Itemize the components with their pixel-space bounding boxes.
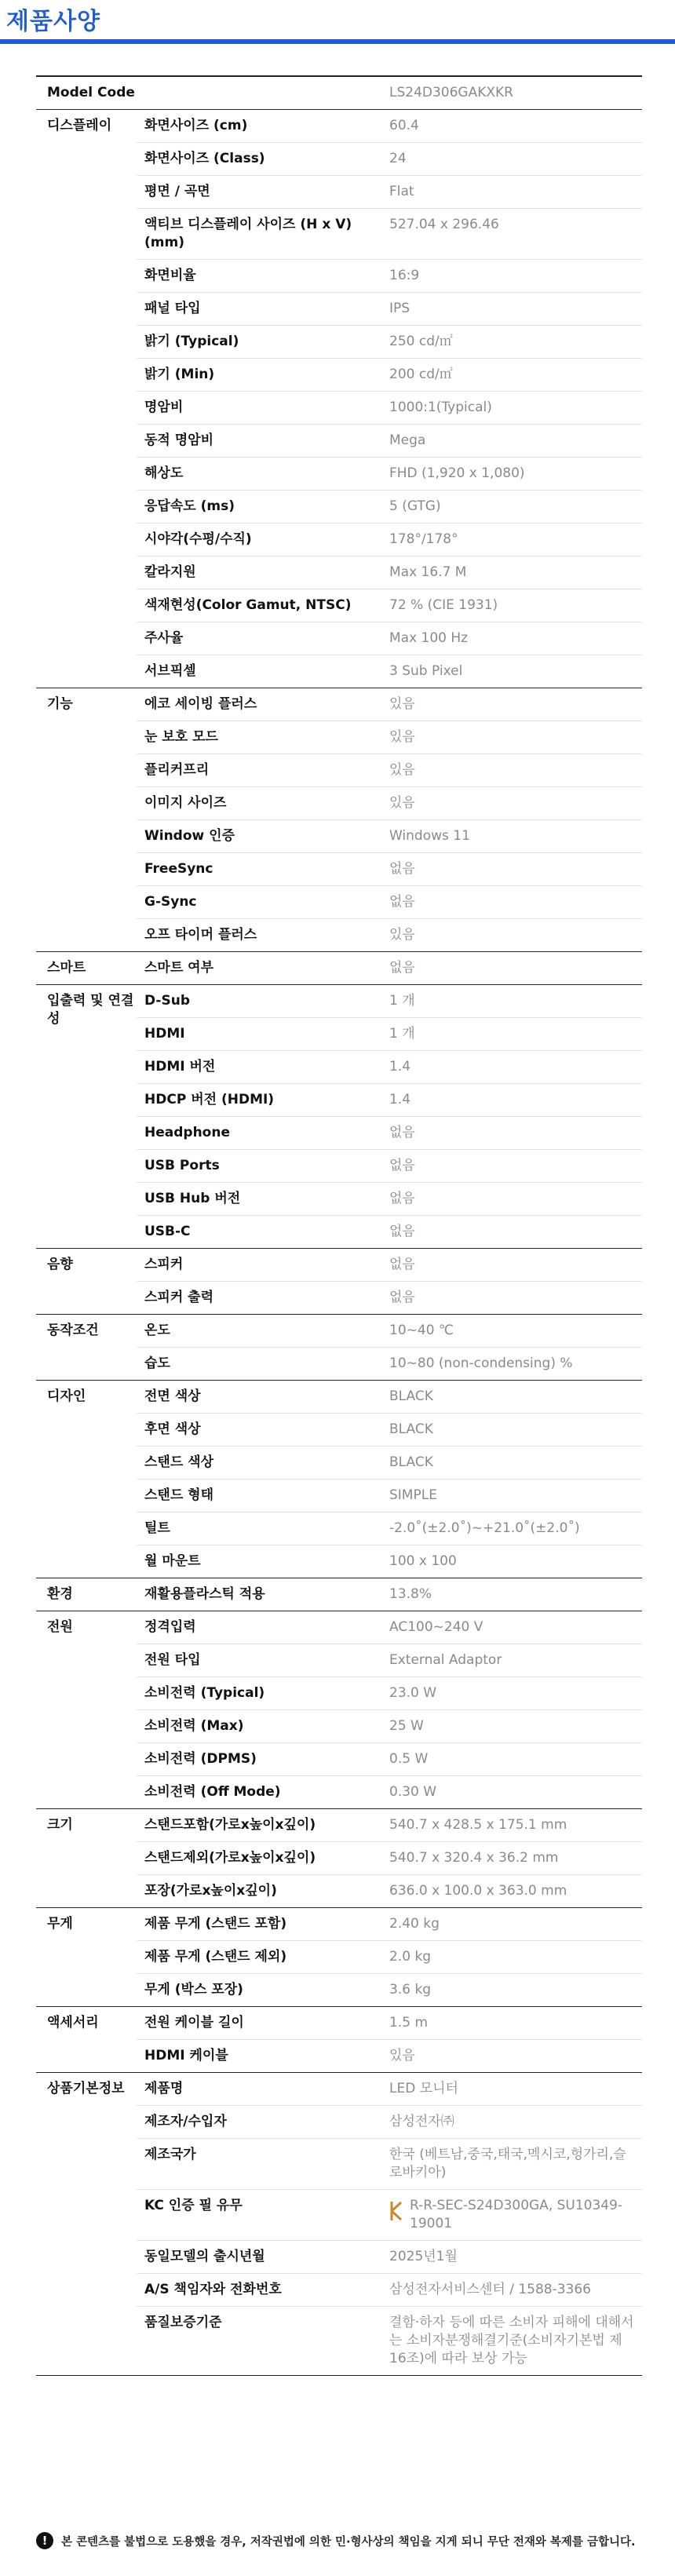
spec-row (137, 1413, 642, 1446)
spec-row (137, 952, 642, 984)
spec-row (137, 1182, 642, 1215)
spec-row-label: FreeSync (144, 861, 213, 877)
spec-group (36, 1809, 642, 1908)
spec-row-value: 1.4 (389, 1059, 411, 1075)
spec-row (137, 1347, 642, 1380)
spec-row (137, 655, 642, 688)
spec-row-value: 178°/178° (389, 531, 458, 547)
spec-row-value: 없음 (389, 1158, 415, 1173)
spec-group-label: 상품기본정보 (47, 2081, 125, 2096)
spec-row (137, 110, 642, 142)
spec-row-value: 636.0 x 100.0 x 363.0 mm (389, 1883, 567, 1899)
spec-group (36, 2007, 642, 2073)
spec-row-label: 밝기 (Min) (144, 367, 215, 382)
spec-group-rows (137, 1578, 642, 1611)
spec-row-label: 플리커프리 (144, 762, 210, 778)
spec-row-value: LED 모니터 (389, 2081, 458, 2096)
spec-group-label: 스마트 (47, 960, 86, 976)
spec-row (137, 2273, 642, 2306)
spec-row-label: 오프 타이머 플러스 (144, 927, 257, 943)
spec-row-value: 있음 (389, 795, 415, 811)
spec-row-value: 1000:1(Typical) (389, 400, 492, 415)
spec-group-label: 액세서리 (47, 2015, 99, 2031)
spec-row-value: 3.6 kg (389, 1982, 432, 1998)
spec-row (137, 2039, 642, 2072)
spec-group (36, 1315, 642, 1381)
spec-row (137, 1050, 642, 1083)
spec-group-rows (137, 1249, 642, 1314)
spec-group (36, 688, 642, 952)
spec-row-value: AC100~240 V (389, 1619, 483, 1635)
spec-row-label: 스피커 출력 (144, 1290, 214, 1305)
spec-group-label: 크기 (47, 1817, 73, 1833)
spec-row-label: 명암비 (144, 400, 184, 415)
spec-row-label: 평면 / 곡면 (144, 184, 210, 199)
spec-row (137, 424, 642, 457)
spec-group-label: 무게 (47, 1916, 73, 1932)
spec-row-value: SIMPLE (389, 1487, 437, 1503)
spec-row-value: 있음 (389, 927, 415, 943)
spec-group (36, 952, 642, 985)
exclamation-icon: ! (36, 2532, 53, 2549)
spec-row (137, 523, 642, 556)
spec-row-value: 있음 (389, 762, 415, 778)
spec-group-label: 음향 (47, 1257, 73, 1272)
spec-row-label: 눈 보호 모드 (144, 729, 218, 745)
spec-row (137, 1083, 642, 1116)
spec-row-value: 없음 (389, 1257, 415, 1272)
spec-group-rows (137, 1381, 642, 1578)
spec-row-label: 색재현성(Color Gamut, NTSC) (144, 597, 352, 613)
spec-row-value: 없음 (389, 960, 415, 976)
spec-row (137, 1149, 642, 1182)
spec-row-value: 있음 (389, 2048, 415, 2063)
spec-row-value: 없음 (389, 894, 415, 910)
spec-row-label: 스마트 여부 (144, 960, 214, 976)
spec-row-value: 200 cd/㎡ (389, 367, 453, 382)
spec-row-label: 온도 (144, 1323, 170, 1338)
spec-row (137, 1479, 642, 1512)
spec-row-value: 있음 (389, 729, 415, 745)
spec-row-label: HDMI 케이블 (144, 2048, 228, 2063)
spec-group (36, 77, 642, 110)
spec-row (137, 985, 642, 1017)
spec-group-rows (137, 2073, 642, 2375)
spec-row-label: 월 마운트 (144, 1553, 201, 1569)
spec-row-value: 10~80 (non-condensing) % (389, 1356, 573, 1371)
spec-row-value: 결함·하자 등에 따른 소비자 피해에 대해서는 소비자분쟁해결기준(소비자기본법 제16조)에 따라 보상 가능 (389, 2315, 634, 2366)
spec-row-value: LS24D306GAKXKR (389, 85, 513, 100)
spec-row-label: USB Ports (144, 1158, 220, 1173)
spec-row-label: 제품명 (144, 2081, 184, 2096)
spec-group (36, 110, 642, 688)
spec-row-label: 제조자/수입자 (144, 2114, 227, 2129)
spec-row-label: 액티브 디스플레이 사이즈 (H x V) (mm) (144, 217, 352, 250)
kc-mark-icon (389, 2199, 403, 2223)
spec-row (137, 175, 642, 208)
spec-row-label: 이미지 사이즈 (144, 795, 227, 811)
spec-row (137, 1381, 642, 1413)
spec-row-value: 60.4 (389, 118, 419, 133)
spec-row-label: 소비전력 (Max) (144, 1718, 244, 1734)
spec-group-label: 기능 (47, 696, 73, 712)
spec-row (137, 77, 642, 109)
spec-row-label: HDCP 버전 (HDMI) (144, 1092, 275, 1107)
spec-row (137, 1973, 642, 2006)
spec-row (137, 688, 642, 721)
spec-row-label: USB-C (144, 1224, 191, 1239)
spec-row-label: 스탠드 형태 (144, 1487, 214, 1503)
spec-row-label: 스탠드 색상 (144, 1454, 214, 1470)
spec-row-label: 습도 (144, 1356, 170, 1371)
spec-row-label: KC 인증 필 유무 (144, 2198, 243, 2213)
spec-row (137, 753, 642, 786)
spec-row (137, 1512, 642, 1545)
spec-row (137, 1644, 642, 1677)
spec-row (137, 1908, 642, 1940)
spec-row-label: 제품 무게 (스탠드 포함) (144, 1916, 287, 1932)
spec-row (137, 2007, 642, 2039)
spec-row (137, 208, 642, 259)
spec-row-value: BLACK (389, 1454, 433, 1470)
spec-row-label: 무게 (박스 포장) (144, 1982, 243, 1998)
spec-row-value: 13.8% (389, 1586, 432, 1602)
spec-row (137, 2189, 642, 2240)
spec-row-value: 25 W (389, 1718, 424, 1734)
spec-group (36, 2073, 642, 2376)
spec-group-rows (137, 1908, 642, 2006)
spec-row (137, 1709, 642, 1742)
spec-row-value: 5 (GTG) (389, 498, 441, 514)
spec-row-label: D-Sub (144, 993, 190, 1009)
spec-group-rows (137, 688, 642, 951)
spec-row (137, 358, 642, 391)
spec-row (137, 2138, 642, 2189)
spec-group-label: 디스플레이 (47, 118, 112, 133)
spec-row-value: 없음 (389, 1290, 415, 1305)
spec-group-label: 동작조건 (47, 1323, 99, 1338)
spec-row (137, 1611, 642, 1644)
spec-group-rows (137, 77, 642, 109)
spec-row-value: Flat (389, 184, 414, 199)
spec-row-label: 밝기 (Typical) (144, 334, 239, 349)
spec-row-value: IPS (389, 301, 410, 316)
spec-row-value-text: R-R-SEC-S24D300GA, SU10349-19001 (410, 2198, 623, 2231)
spec-group-label: Model Code (47, 85, 135, 100)
spec-row-label: Headphone (144, 1125, 230, 1140)
spec-row-label: 소비전력 (DPMS) (144, 1751, 257, 1767)
spec-row-label: 포장(가로x높이x깊이) (144, 1883, 277, 1899)
spec-row-label: 화면사이즈 (cm) (144, 118, 248, 133)
spec-row-value: 2.0 kg (389, 1949, 432, 1965)
spec-row-label: 서브픽셀 (144, 663, 196, 679)
spec-row-value: Windows 11 (389, 828, 470, 844)
spec-row-label: 스탠드포함(가로x높이x깊이) (144, 1817, 316, 1833)
spec-row-label: 전면 색상 (144, 1388, 201, 1404)
spec-group-label: 전원 (47, 1619, 73, 1635)
spec-row-value: 72 % (CIE 1931) (389, 597, 498, 613)
spec-row-value: 540.7 x 428.5 x 175.1 mm (389, 1817, 567, 1833)
spec-row (137, 1677, 642, 1709)
spec-row-value: 삼성전자㈜ (389, 2114, 454, 2129)
spec-group-rows (137, 1611, 642, 1808)
spec-group (36, 985, 642, 1249)
spec-row-label: 동적 명암비 (144, 432, 214, 448)
spec-row-label: 전원 타입 (144, 1652, 201, 1668)
spec-row-label (137, 77, 389, 109)
spec-group (36, 1611, 642, 1809)
spec-row-value: 250 cd/㎡ (389, 334, 453, 349)
spec-row-label: 동일모델의 출시년월 (144, 2249, 265, 2264)
spec-row (137, 556, 642, 589)
spec-row-value: Max 16.7 M (389, 564, 467, 580)
spec-row-value: BLACK (389, 1388, 433, 1404)
spec-row (137, 1281, 642, 1314)
spec-row-label: 화면비율 (144, 268, 196, 283)
spec-row-value (389, 2190, 642, 2240)
spec-row-label: 제품 무게 (스탠드 제외) (144, 1949, 287, 1965)
spec-row-label: 화면사이즈 (Class) (144, 151, 265, 166)
spec-row-value: 없음 (389, 861, 415, 877)
spec-group (36, 1908, 642, 2007)
spec-row-label: HDMI (144, 1026, 185, 1042)
spec-row-label: 칼라지원 (144, 564, 196, 580)
spec-row-label: 스피커 (144, 1257, 184, 1272)
spec-row (137, 1874, 642, 1907)
spec-row (137, 2073, 642, 2105)
spec-row (137, 1116, 642, 1149)
spec-row-label: G-Sync (144, 894, 197, 910)
spec-row-label: 품질보증기준 (144, 2315, 222, 2330)
spec-row-value: 2.40 kg (389, 1916, 440, 1932)
spec-row-value: External Adaptor (389, 1652, 502, 1668)
spec-row-label: 패널 타입 (144, 301, 201, 316)
spec-row-value: 1.5 m (389, 2015, 428, 2031)
spec-row-value: Mega (389, 432, 426, 448)
spec-row (137, 142, 642, 175)
spec-row-value: 10~40 ℃ (389, 1323, 454, 1338)
spec-group-rows (137, 1315, 642, 1380)
title-bar (0, 0, 675, 47)
spec-row-value: 삼성전자서비스센터 / 1588-3366 (389, 2282, 591, 2297)
spec-row-label: 에코 세이빙 플러스 (144, 696, 257, 712)
spec-row (137, 1841, 642, 1874)
spec-row (137, 457, 642, 490)
spec-row (137, 1775, 642, 1808)
spec-row-value: 16:9 (389, 268, 420, 283)
spec-row-label: A/S 책임자와 전화번호 (144, 2282, 282, 2297)
spec-row-value: 없음 (389, 1191, 415, 1206)
spec-row-value: 없음 (389, 1224, 415, 1239)
spec-row (137, 490, 642, 523)
spec-row-value: 1 개 (389, 1026, 415, 1042)
spec-row-label: 응답속도 (ms) (144, 498, 235, 514)
spec-row-value: 1 개 (389, 993, 415, 1009)
spec-row-label: 제조국가 (144, 2147, 196, 2162)
spec-row-value: 한국 (베트남,중국,태국,멕시코,헝가리,슬로바키아) (389, 2147, 626, 2180)
spec-row-value: 1.4 (389, 1092, 411, 1107)
spec-row-value: -2.0˚(±2.0˚)~+21.0˚(±2.0˚) (389, 1520, 580, 1536)
spec-row (137, 589, 642, 622)
spec-row (137, 885, 642, 918)
spec-row (137, 721, 642, 753)
spec-row-label: 소비전력 (Typical) (144, 1685, 265, 1701)
spec-row (137, 1446, 642, 1479)
copyright-notice (36, 2532, 648, 2549)
spec-row-value: 0.5 W (389, 1751, 429, 1767)
spec-group-label: 입출력 및 연결성 (47, 993, 134, 1027)
spec-row (137, 918, 642, 951)
spec-row-value: 3 Sub Pixel (389, 663, 463, 679)
spec-row-value: 540.7 x 320.4 x 36.2 mm (389, 1850, 559, 1866)
spec-row (137, 391, 642, 424)
spec-table (36, 75, 642, 2376)
spec-row-value: 100 x 100 (389, 1553, 457, 1569)
spec-row-value: 0.30 W (389, 1784, 437, 1800)
spec-row (137, 1809, 642, 1841)
title-underline (0, 39, 675, 44)
spec-group-label: 환경 (47, 1586, 73, 1602)
spec-row-value: 527.04 x 296.46 (389, 217, 499, 232)
spec-row-value: 24 (389, 151, 407, 166)
spec-row (137, 2306, 642, 2375)
spec-row (137, 1315, 642, 1347)
page-title: 제품사양 (6, 8, 100, 35)
spec-group-rows (137, 2007, 642, 2072)
spec-row (137, 852, 642, 885)
spec-row-label: USB Hub 버전 (144, 1191, 241, 1206)
spec-group (36, 1381, 642, 1578)
spec-row (137, 325, 642, 358)
spec-row-label: HDMI 버전 (144, 1059, 216, 1075)
spec-row-value: 없음 (389, 1125, 415, 1140)
spec-row-label: 전원 케이블 길이 (144, 2015, 244, 2031)
spec-group (36, 1249, 642, 1315)
spec-row-label: 소비전력 (Off Mode) (144, 1784, 281, 1800)
spec-row-label: 스탠드제외(가로x높이x깊이) (144, 1850, 316, 1866)
spec-group-rows (137, 1809, 642, 1907)
spec-row-label: 해상도 (144, 465, 184, 481)
spec-row (137, 1249, 642, 1281)
spec-row-value: BLACK (389, 1421, 433, 1437)
spec-row (137, 1578, 642, 1611)
spec-row-label: 정격입력 (144, 1619, 196, 1635)
spec-row (137, 259, 642, 292)
spec-row (137, 819, 642, 852)
spec-row (137, 1017, 642, 1050)
spec-row-label: 시야각(수평/수직) (144, 531, 252, 547)
spec-group-rows (137, 110, 642, 688)
spec-row (137, 622, 642, 655)
spec-row-label: 주사율 (144, 630, 184, 646)
spec-row-value: 2025년1월 (389, 2249, 458, 2264)
spec-row-value: Max 100 Hz (389, 630, 469, 646)
spec-row (137, 2240, 642, 2273)
spec-group-label: 디자인 (47, 1388, 86, 1404)
spec-row-value: 23.0 W (389, 1685, 437, 1701)
spec-group-rows (137, 952, 642, 984)
spec-row (137, 292, 642, 325)
spec-row (137, 1742, 642, 1775)
spec-row (137, 786, 642, 819)
spec-row-label: 후면 색상 (144, 1421, 201, 1437)
spec-row-value: FHD (1,920 x 1,080) (389, 465, 525, 481)
spec-row-label: 재활용플라스틱 적용 (144, 1586, 265, 1602)
spec-row-label: 틸트 (144, 1520, 170, 1536)
spec-group (36, 1578, 642, 1611)
spec-row-value: 있음 (389, 696, 415, 712)
spec-group-rows (137, 985, 642, 1248)
spec-row-label: Window 인증 (144, 828, 235, 844)
spec-row (137, 2105, 642, 2138)
spec-row (137, 1215, 642, 1248)
spec-row (137, 1940, 642, 1973)
spec-row (137, 1545, 642, 1578)
copyright-notice-text: 본 콘텐츠를 불법으로 도용했을 경우, 저작권법에 의한 민·형사상의 책임을 지게 되니 무단 전재와 복제를 금합니다. (61, 2535, 636, 2549)
